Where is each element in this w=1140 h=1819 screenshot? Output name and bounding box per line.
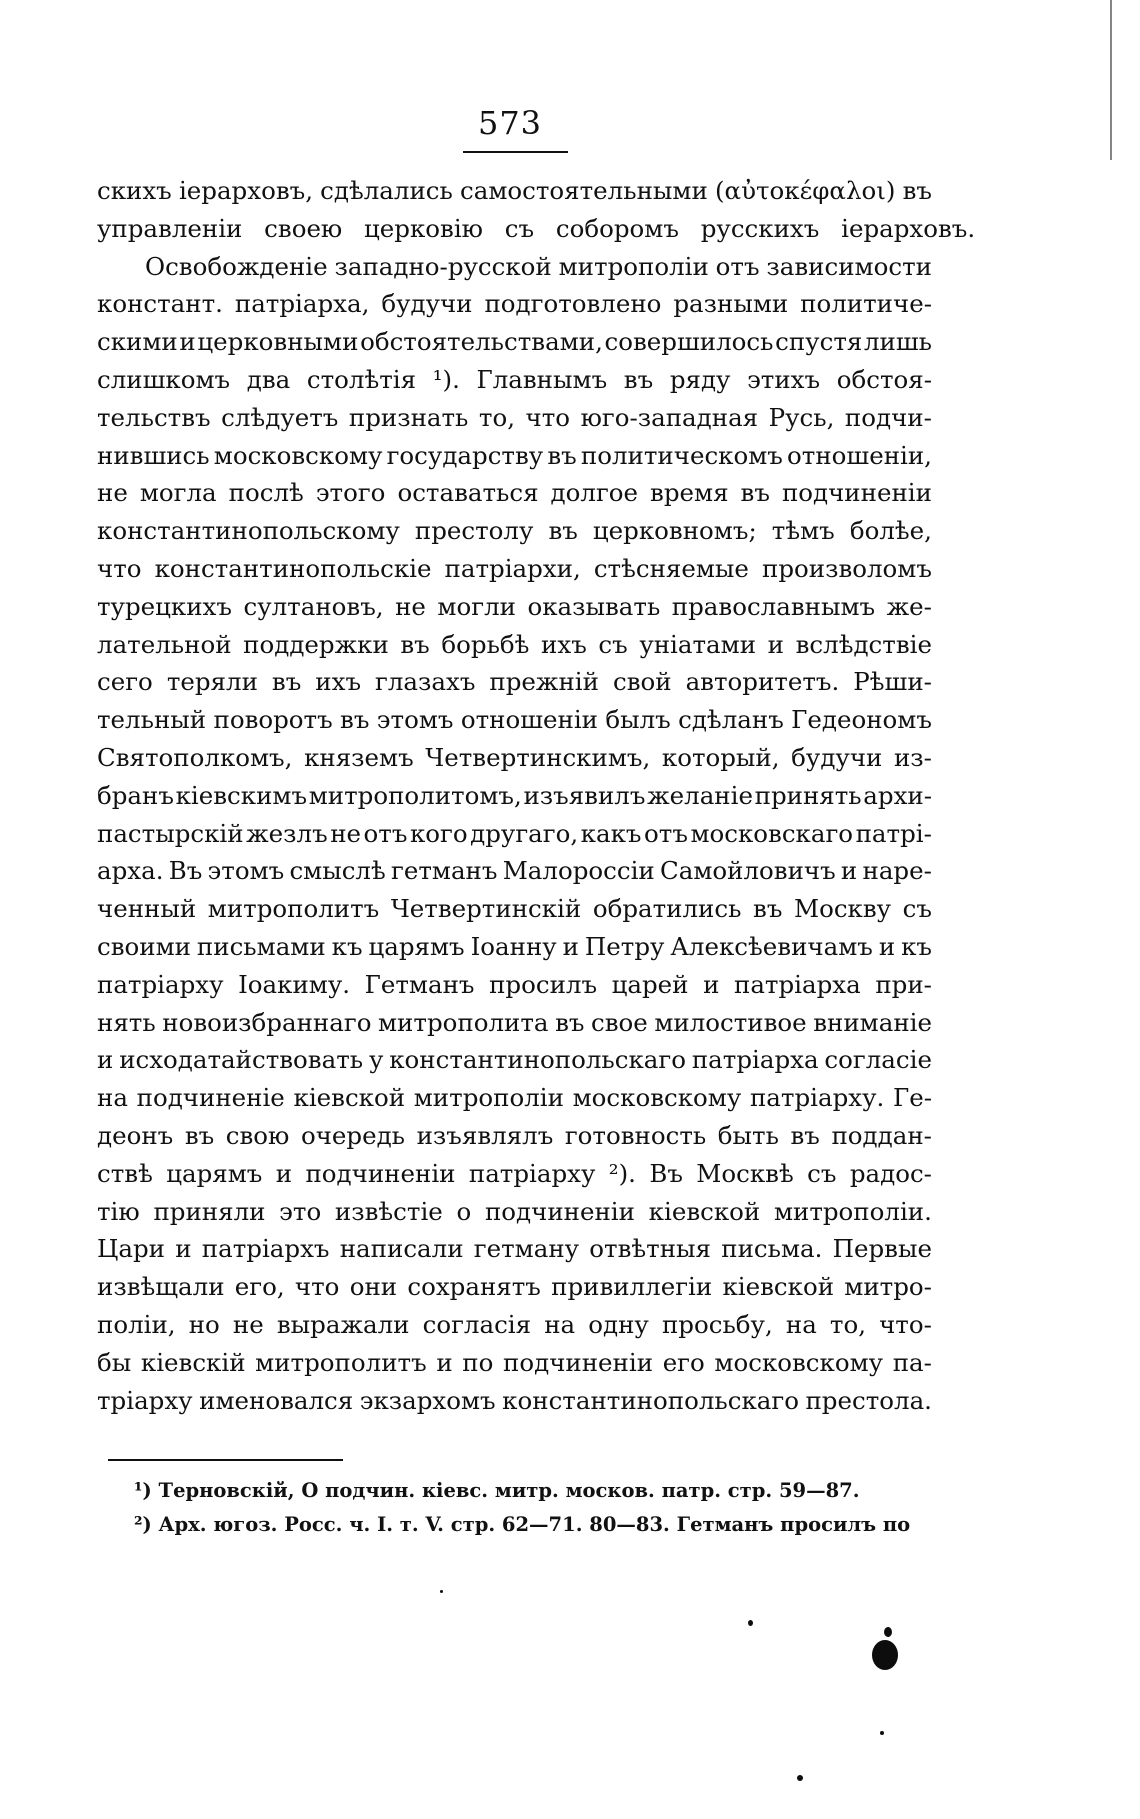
ink-speck xyxy=(440,1590,443,1593)
text-line: скими и церковными обстоятельствами, совершилось спустя лишь xyxy=(97,327,932,357)
ink-blot xyxy=(872,1640,898,1670)
text-line: трiарху именовался экзархомъ константинопольскаго престола. xyxy=(97,1385,932,1415)
footnotes xyxy=(134,1474,934,1542)
text-line: тельный поворотъ въ этомъ отношенiи былъ сдѣланъ Гедеономъ xyxy=(97,705,932,735)
text-line: бранъ кiевскимъ митрополитомъ, изъявилъ желанiе принять архи- xyxy=(97,780,932,810)
text-line: управленiи своею церковiю съ соборомъ русскихъ iерарховъ. xyxy=(97,213,976,243)
text-line: констант. патрiарха, будучи подготовлено разными политиче- xyxy=(97,289,932,319)
text-line: арха. Въ этомъ смыслѣ гетманъ Малороссiи Самойловичъ и наре- xyxy=(97,856,932,886)
ink-speck xyxy=(748,1620,753,1626)
text-line: слишкомъ два столѣтiя ¹). Главнымъ въ ряду этихъ обстоя- xyxy=(97,364,932,394)
text-line: лательной поддержки въ борьбѣ ихъ съ унiатами и вслѣдствiе xyxy=(97,629,932,659)
footnote-divider xyxy=(108,1459,343,1461)
text-line: ствѣ царямъ и подчиненiи патрiарху ²). Въ Москвѣ съ радос- xyxy=(97,1158,932,1188)
footnote-2: ²) Арх. югоз. Росс. ч. I. т. V. стр. 62—71. 80—83. Гетманъ просилъ по xyxy=(134,1513,911,1536)
main-text xyxy=(97,172,976,1419)
text-line: извѣщали его, что они сохранятъ привиллегiи кiевской митро- xyxy=(97,1272,932,1302)
text-line: не могла послѣ этого оставаться долгое время въ подчиненiи xyxy=(97,478,932,508)
text-line: Освобожденiе западно-русской митрополiи отъ зависимости xyxy=(145,251,932,281)
text-line: деонъ въ свою очередь изъявлялъ готовность быть въ поддан- xyxy=(97,1120,932,1150)
text-line: ченный митрополитъ Четвертинскiй обратились въ Москву съ xyxy=(97,894,932,924)
text-line: пастырскiй жезлъ не отъ кого другаго, какъ отъ московскаго патрi- xyxy=(97,818,932,848)
text-line: константинопольскому престолу въ церковномъ; тѣмъ болѣе, xyxy=(97,516,932,546)
footnote-1: ¹) Терновскiй, О подчин. кiевс. митр. москов. патр. стр. 59—87. xyxy=(134,1479,860,1502)
ink-speck xyxy=(797,1775,803,1781)
text-line: бы кiевскiй митрополитъ и по подчиненiи его московскому па- xyxy=(97,1347,932,1377)
text-line: своими письмами къ царямъ Iоанну и Петру Алексѣевичамъ и къ xyxy=(97,931,932,961)
text-line: нять новоизбраннаго митрополита въ свое милостивое вниманiе xyxy=(97,1007,932,1037)
text-line: скихъ iерарховъ, сдѣлались самостоятельными (αὐτοκέφαλοι) въ xyxy=(97,176,932,205)
text-line: Цари и патрiархъ написали гетману отвѣтныя письма. Первые xyxy=(97,1234,932,1264)
text-line: нившись московскому государству въ политическомъ отношенiи, xyxy=(97,440,932,470)
text-line: Святополкомъ, княземъ Четвертинскимъ, который, будучи из- xyxy=(97,742,932,772)
text-line: турецкихъ султановъ, не могли оказывать православнымъ же- xyxy=(97,591,932,621)
text-line: тiю приняли это извѣстiе о подчиненiи кiевской митрополiи. xyxy=(97,1196,932,1226)
text-line: тельствъ слѣдуетъ признать то, что юго-западная Русь, подчи- xyxy=(97,402,932,432)
scan-edge-line xyxy=(1110,0,1112,160)
text-line: что константинопольскiе патрiархи, стѣсняемые произволомъ xyxy=(97,553,932,583)
text-line: патрiарху Iоакиму. Гетманъ просилъ царей и патрiарха при- xyxy=(97,969,932,999)
page-number-rule xyxy=(463,151,568,153)
text-line: и исходатайствовать у константинопольскаго патрiарха согласiе xyxy=(97,1045,932,1075)
text-line: сего теряли въ ихъ глазахъ прежнiй свой авторитетъ. Рѣши- xyxy=(97,667,932,697)
text-line: полiи, но не выражали согласiя на одну просьбу, на то, что- xyxy=(97,1309,932,1339)
ink-blot xyxy=(884,1627,892,1637)
page-number: 573 xyxy=(477,104,543,142)
ink-speck xyxy=(880,1731,884,1735)
text-line: на подчиненiе кiевской митрополiи московскому патрiарху. Ге- xyxy=(97,1083,932,1113)
